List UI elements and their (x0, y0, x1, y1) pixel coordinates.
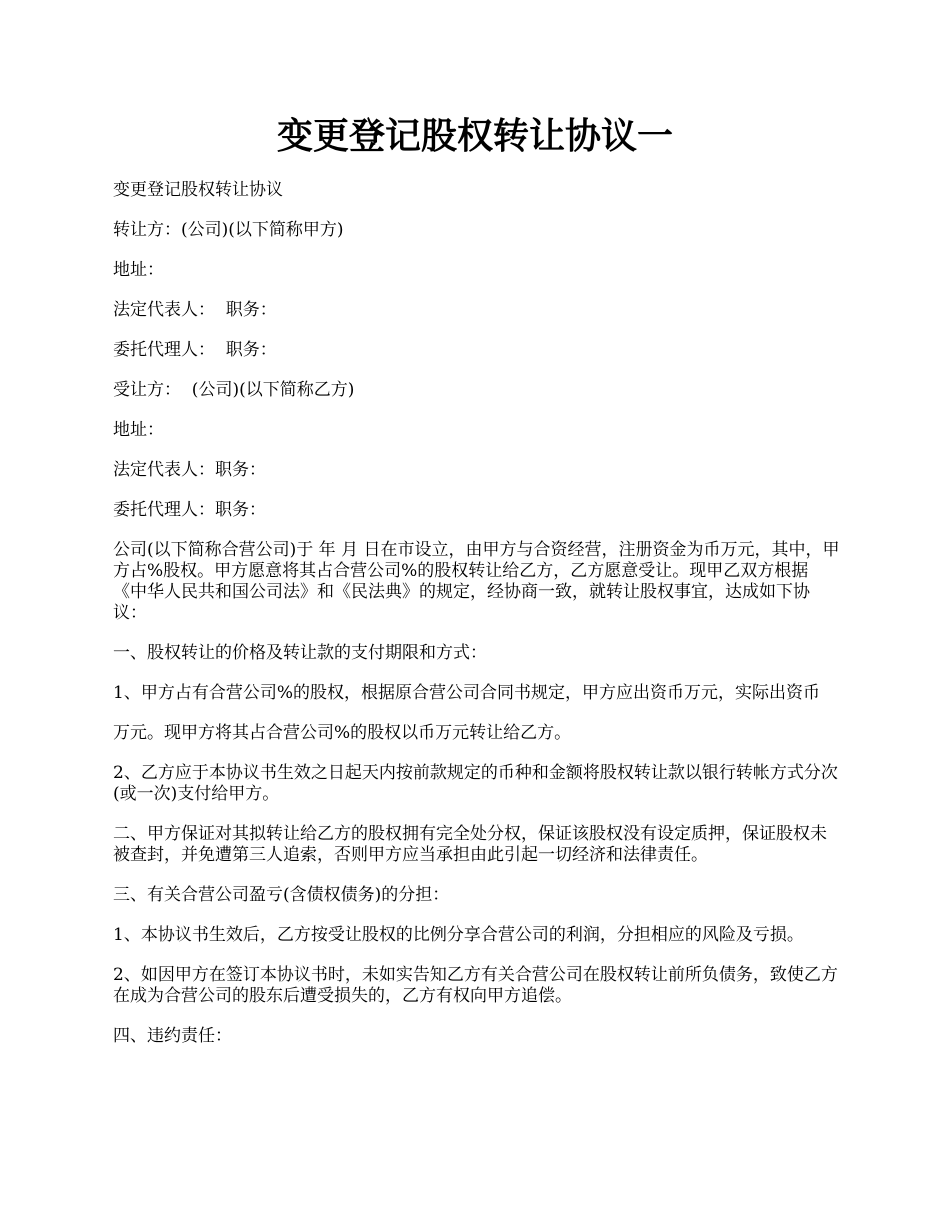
paragraph: 法定代表人： 职务： (113, 300, 277, 320)
paragraph: 1、甲方占有合营公司%的股权，根据原合营公司合同书规定，甲方应出资币万元，实际出资币 (113, 683, 820, 703)
paragraph: 一、股权转让的价格及转让款的支付期限和方式： (113, 643, 487, 663)
paragraph: 2、如因甲方在签订本协议书时，未如实告知乙方有关合营公司在股权转让前所负债务，致使乙方在成为合营公司的股东后遭受损失的，乙方有权向甲方追偿。 (113, 965, 838, 1006)
paragraph: 1、本协议书生效后，乙方按受让股权的比例分享合营公司的利润，分担相应的风险及亏损。 (113, 925, 804, 945)
paragraph: 三、有关合营公司盈亏(含债权债务)的分担： (113, 885, 450, 905)
paragraph: 地址： (113, 420, 164, 440)
paragraph: 受让方： (公司)(以下简称乙方) (113, 380, 355, 400)
paragraph: 公司(以下简称合营公司)于 年 月 日在市设立，由甲方与合资经营，注册资金为币万元，其中，甲方占%股权。甲方愿意将其占合营公司%的股权转让给乙方，乙方愿意受让。现甲乙双方根据《中华人民共和国公司法》和《民法典》的规定，经协商一致，就转让股权事宜，达成如下协议： (113, 540, 840, 623)
paragraph: 二、甲方保证对其拟转让给乙方的股权拥有完全处分权，保证该股权没有设定质押，保证股权未被查封，并免遭第三人追索，否则甲方应当承担由此引起一切经济和法律责任。 (113, 824, 827, 865)
document-title: 变更登记股权转让协议一 (276, 115, 673, 157)
paragraph: 万元。现甲方将其占合营公司%的股权以币万元转让给乙方。 (113, 723, 572, 743)
paragraph: 变更登记股权转让协议 (113, 180, 283, 200)
paragraph: 转让方：(公司)(以下简称甲方) (113, 220, 344, 240)
paragraph: 四、违约责任： (113, 1026, 232, 1046)
document-body (113, 180, 841, 1066)
paragraph: 法定代表人：职务： (113, 460, 266, 480)
paragraph: 地址： (113, 260, 164, 280)
paragraph: 委托代理人：职务： (113, 500, 266, 520)
paragraph: 2、乙方应于本协议书生效之日起天内按前款规定的币种和金额将股权转让款以银行转帐方式分次(或一次)支付给甲方。 (113, 763, 838, 804)
paragraph: 委托代理人： 职务： (113, 340, 277, 360)
